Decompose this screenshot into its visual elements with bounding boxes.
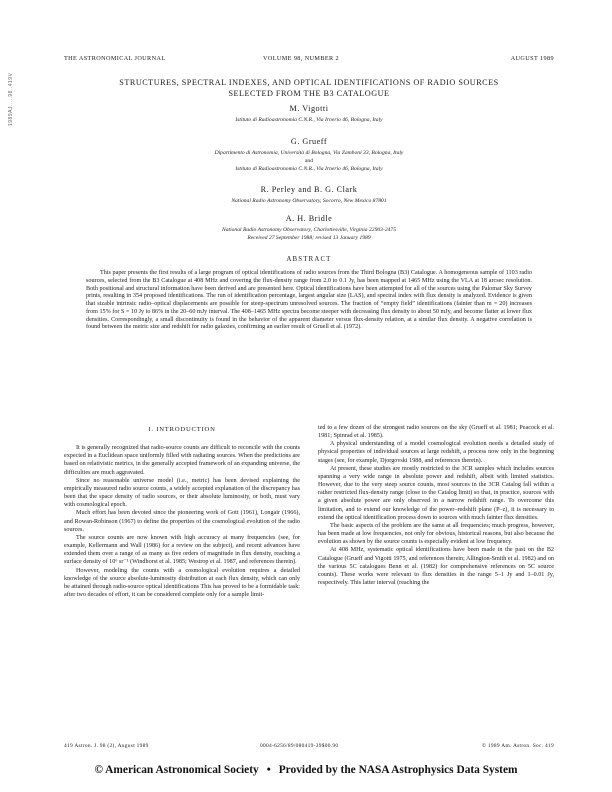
footer-code: 0004-6256/89/080419-39$00.90 (260, 743, 339, 749)
aas-copyright: © American Astronomical Society (94, 764, 259, 776)
paragraph: ted to a few dozen of the strongest radio sources on the sky (Grueff et al. 1981; Peacock et al. 1981; Spinrad et al. 1985). (318, 425, 554, 440)
page-footer (64, 743, 554, 752)
paragraph: A physical understanding of a model cosmological evolution needs a detailed study of physical properties of individual sources at large redshift, a process now only in the beginning stages (see, for example, Djorgovski 1988, and references therein). (318, 441, 554, 464)
title-line-1: STRUCTURES, SPECTRAL INDEXES, AND OPTICAL IDENTIFICATIONS OF RADIO SOURCES (119, 78, 499, 87)
author-name: M. Vigotti (289, 104, 329, 113)
abstract-text: This paper presents the first results of a large program of optical identifications of radio sources from the Third Bologna (B3) Catalogue. A homogeneous sample of 1103 radio sources, selected from the B3 Catalogue at 408 MHz and covering the flux-density range from 2.0 to 0.1 Jy, has been mapped at 1465 MHz using the VLA at 18 arcsec resolution. Both positional and structural information have been derived and are presented here. Optical identifications have been attempted for all of the sources using the Palomar Sky Survey prints, resulting in 354 proposed identifications. The run of identification percentage, largest angular size (LAS), and spectral index with flux density is analyzed. Evidence is given that sizable intrinsic radio–optical displacements are possible for steep-spectrum unresolved sources. The fraction of “empty field” identifications (fainter than m = 20) increases from 15% for S = 10 Jy to 86% in the 20–60 mJy interval. The 408–1465 MHz spectra become steeper with decreasing flux density to about 50 mJy, and become flatter at lower flux densities. Correspondingly, a small discontinuity is found in the behavior of the apparent diameter versus flux-density relation, at a similar flux density. A negative correlation is found between the metric size and redshift for radio galaxies, confirming an earlier result of Gruell et al. (1972). (86, 270, 532, 331)
paper-title (64, 77, 554, 99)
author-affiliation: Istituto di Radioastronomia C.N.R., Via Irnerio 46, Bologna, Italy (235, 117, 383, 123)
abstract-heading: ABSTRACT (286, 256, 332, 263)
section-heading: I. INTRODUCTION (148, 426, 216, 433)
paragraph: The basic aspects of the problem are the same at all frequencies; much progress, however, has been made at low frequencies, not only for obvious, historical reasons, but also because the evolution as shown by the source counts is especially evident at low frequency. (318, 522, 554, 546)
journal-name: THE ASTRONOMICAL JOURNAL (64, 55, 166, 62)
issue-date: AUGUST 1989 (510, 55, 554, 62)
author-name: R. Perley and B. G. Clark (260, 185, 358, 194)
paragraph: At 408 MHz, systematic optical identifications have been made in the past on the B2 Catalogue (Grueff and Vigotti 1975, and references therein; Allington-Smith et al. 1982) and on the various 5C catalogues Benn et al. (1982) for comprehensive references on 5C source counts). These works were relevant to flux densities in the range 5–1 Jy and 1–0.01 Jy, respectively. This latter interval (reaching the (318, 547, 554, 586)
paragraph: At present, these studies are mostly restricted to the 3CR samples which includes sources spanning a very wide range in absolute power and redshift, albeit with limited statistics. However, due to the very steep source counts, most sources in the 3CR Catalog fall within a rather restricted flux-density range (close to the Catalog limit) so that, in practice, sources with a given absolute power are only observed in a narrow redshift range. To overcome this limitation, and to extend our knowledge of the power–redshift plane (P–z), it is necessary to extend the optical identification process down to sources with much fainter flux densities. (318, 465, 554, 521)
paragraph: Since no reasonable universe model (i.e., metric) has been devised explaining the empirically measured radio source counts, a widely accepted explanation of the discrepancy has been that the space density of radio sources, or their absolute luminosity, or both, must vary with cosmological epoch. (64, 477, 300, 509)
footer-citation: 419 Astron. J. 98 (2), August 1989 (64, 743, 149, 749)
author-affiliation: National Radio Astronomy Observatory, Charlottesville, Virginia 22903-2475 Received 27 September 1988; revised 13 January 1989 (221, 227, 397, 241)
footer-copyright: © 1989 Am. Astron. Soc. 419 (481, 743, 554, 749)
title-line-2: SELECTED FROM THE B3 CATALOGUE (228, 89, 390, 98)
volume-number: VOLUME 98, NUMBER 2 (263, 55, 340, 62)
paragraph: Much effort has been devoted since the pioneering work of Gott (1961), Longair (1966), and Rowan-Robinson (1967) to define the properties of the cosmological evolution of the radio sources. (64, 510, 300, 533)
author-affiliation: Dipartimento di Astronomia, Università di Bologna, Via Zamboni 33, Bologna, Italy and Istituto di Radioastronomia C.N.R., Via Irnerio 46, Bologna, Italy (214, 150, 404, 172)
paragraph: It is generally recognized that radio-source counts are difficult to reconcile with the counts expected in a Euclidean space uniformly filled with radiating sources. When the predictions are based on relativistic metrics, in the generally accepted framework of an expanding universe, the difficulties are much aggravated. (64, 445, 300, 476)
body-column-left (64, 426, 300, 599)
running-header (64, 55, 554, 65)
body-column-right (318, 424, 554, 587)
bullet-separator: • (266, 764, 271, 776)
bibcode-stamp: 1989AJ.....98..419V (8, 72, 14, 126)
author-name: G. Grueff (290, 137, 328, 146)
author-name: A. H. Bridle (285, 214, 333, 223)
ads-banner (0, 764, 612, 776)
paragraph: The source counts are now known with high accuracy at many frequencies (see, for example, Kellermann and Wall (1986) for a review on the subject), and recent advances have extended them over a range of as many as five orders of magnitude in flux density, reaching a surface density of 10⁶ sr⁻¹ (Windhorst et al. 1985; Westrop et al. 1987, and references therein). (64, 534, 300, 566)
author-affiliation: National Radio Astronomy Observatory, Socorro, New Mexico 87801 (231, 198, 387, 204)
paragraph: However, modeling the counts with a cosmological evolution requires a detailed knowledge of the source absolute-luminosity distribution at each flux density, which can only be attained through radio-source optical identifications This has proved to be a formidable task: after two decades of effort, it can be considered complete only for a sample limit- (64, 567, 300, 598)
ads-provider: Provided by the NASA Astrophysics Data System (278, 764, 518, 776)
